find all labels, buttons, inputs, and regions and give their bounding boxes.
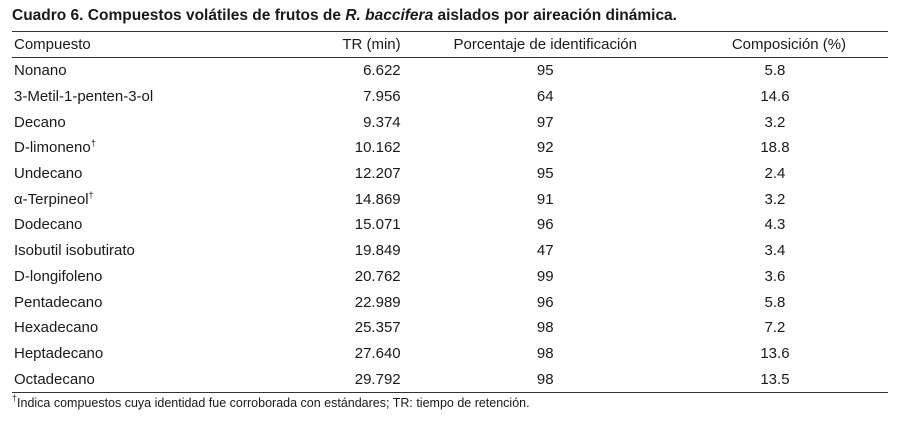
table-row bbox=[12, 161, 888, 187]
compound-name: Heptadecano bbox=[14, 344, 104, 362]
composition-cell: 2.4 bbox=[764, 165, 786, 183]
compound-name: Isobutil isobutirato bbox=[14, 242, 135, 260]
footnote-mark: † bbox=[12, 393, 18, 403]
tr-cell: 9.374 bbox=[363, 113, 401, 131]
compound-cell bbox=[12, 84, 256, 110]
tr-cell: 27.640 bbox=[354, 344, 401, 362]
compound-cell bbox=[12, 264, 256, 290]
compound-cell bbox=[12, 109, 256, 135]
tr-cell: 14.869 bbox=[354, 190, 401, 208]
tr-cell: 10.162 bbox=[354, 139, 401, 157]
compound-name: Hexadecano bbox=[14, 319, 99, 337]
tr-cell: 12.207 bbox=[354, 165, 401, 183]
table-row bbox=[12, 84, 888, 110]
compound-cell bbox=[12, 315, 256, 341]
composition-cell: 5.8 bbox=[764, 62, 786, 80]
tr-cell: 25.357 bbox=[354, 319, 401, 337]
compound-name: D-longifoleno bbox=[14, 267, 103, 285]
compound-name: D-limoneno bbox=[14, 139, 91, 157]
identification-cell: 95 bbox=[536, 62, 554, 80]
compound-name: Octadecano bbox=[14, 370, 95, 388]
volatile-compounds-table bbox=[12, 31, 888, 393]
identification-cell: 95 bbox=[536, 165, 554, 183]
identification-cell: 96 bbox=[536, 293, 554, 311]
compound-name: Pentadecano bbox=[14, 293, 103, 311]
table-row bbox=[12, 186, 888, 212]
compound-mark: † bbox=[88, 189, 94, 200]
table-body bbox=[12, 58, 888, 393]
identification-cell: 91 bbox=[536, 190, 554, 208]
compound-name: Decano bbox=[14, 113, 66, 131]
identification-cell: 98 bbox=[536, 370, 554, 388]
tr-cell: 6.622 bbox=[363, 62, 401, 80]
footnote-text: Indica compuestos cuya identidad fue corroborada con estándares; TR: tiempo de retención. bbox=[17, 396, 530, 410]
header-identification: Porcentaje de identificación bbox=[453, 36, 637, 53]
compound-name: Nonano bbox=[14, 62, 67, 80]
compound-cell bbox=[12, 366, 256, 392]
table-header-row bbox=[12, 32, 888, 58]
compound-cell bbox=[12, 58, 256, 84]
composition-cell: 7.2 bbox=[764, 319, 786, 337]
compound-name: α-Terpineol bbox=[14, 190, 89, 208]
compound-cell bbox=[12, 341, 256, 367]
caption-prefix: Cuadro 6. Compuestos volátiles de frutos de bbox=[12, 7, 346, 24]
identification-cell: 47 bbox=[536, 242, 554, 260]
compound-name: Undecano bbox=[14, 165, 83, 183]
table-footnote bbox=[12, 393, 530, 410]
table-row bbox=[12, 366, 888, 392]
tr-cell: 22.989 bbox=[354, 293, 401, 311]
header-compound: Compuesto bbox=[14, 36, 91, 53]
table-row bbox=[12, 135, 888, 161]
caption-suffix: aislados por aireación dinámica. bbox=[433, 7, 677, 24]
composition-cell: 13.5 bbox=[760, 370, 790, 388]
composition-cell: 4.3 bbox=[764, 216, 786, 234]
table-row bbox=[12, 212, 888, 238]
tr-cell: 19.849 bbox=[354, 242, 401, 260]
identification-cell: 98 bbox=[536, 344, 554, 362]
composition-cell: 3.2 bbox=[764, 113, 786, 131]
composition-cell: 14.6 bbox=[760, 88, 790, 106]
compound-cell bbox=[12, 289, 256, 315]
compound-cell bbox=[12, 186, 256, 212]
table-caption bbox=[12, 7, 677, 25]
table-row bbox=[12, 109, 888, 135]
compound-cell bbox=[12, 212, 256, 238]
compound-cell bbox=[12, 135, 256, 161]
tr-cell: 20.762 bbox=[354, 267, 401, 285]
caption-species: R. baccifera bbox=[345, 7, 434, 24]
identification-cell: 96 bbox=[536, 216, 554, 234]
tr-cell: 29.792 bbox=[354, 370, 401, 388]
composition-cell: 3.2 bbox=[764, 190, 786, 208]
table-row bbox=[12, 58, 888, 84]
table-row bbox=[12, 341, 888, 367]
compound-cell bbox=[12, 238, 256, 264]
composition-cell: 3.6 bbox=[764, 267, 786, 285]
composition-cell: 3.4 bbox=[764, 242, 786, 260]
tr-cell: 15.071 bbox=[354, 216, 401, 234]
table-row bbox=[12, 238, 888, 264]
composition-cell: 5.8 bbox=[764, 293, 786, 311]
composition-cell: 13.6 bbox=[760, 344, 790, 362]
header-composition: Composición (%) bbox=[731, 36, 847, 53]
identification-cell: 97 bbox=[536, 113, 554, 131]
compound-name: 3-Metil-1-penten-3-ol bbox=[14, 88, 154, 106]
compound-cell bbox=[12, 161, 256, 187]
header-tr: TR (min) bbox=[342, 36, 401, 53]
compound-mark: † bbox=[90, 138, 96, 149]
compound-name: Dodecano bbox=[14, 216, 83, 234]
identification-cell: 64 bbox=[536, 88, 554, 106]
table-row bbox=[12, 289, 888, 315]
composition-cell: 18.8 bbox=[760, 139, 790, 157]
identification-cell: 92 bbox=[536, 139, 554, 157]
identification-cell: 99 bbox=[536, 267, 554, 285]
identification-cell: 98 bbox=[536, 319, 554, 337]
tr-cell: 7.956 bbox=[363, 88, 401, 106]
table-row bbox=[12, 264, 888, 290]
table-row bbox=[12, 315, 888, 341]
